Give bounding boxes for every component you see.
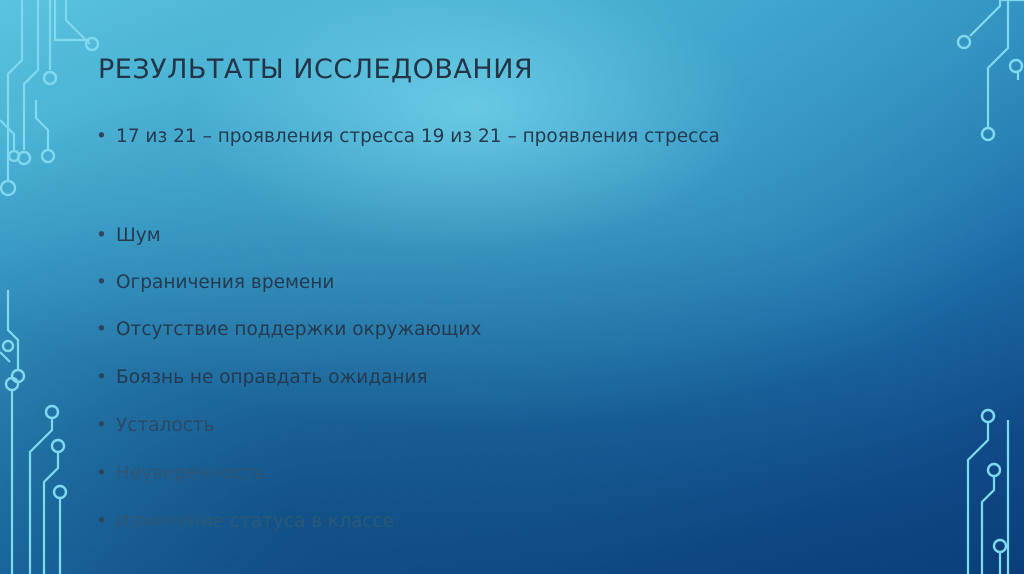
list-item: [96, 225, 161, 246]
slide-title: РЕЗУЛЬТАТЫ ИССЛЕДОВАНИЯ: [98, 54, 534, 85]
list-item: [96, 463, 265, 484]
list-item-text: Усталость: [116, 415, 215, 436]
list-item: [96, 319, 481, 340]
list-item-text: Боязнь не оправдать ожидания: [116, 367, 428, 388]
list-item-text: Шум: [116, 225, 161, 246]
bullet-dot: •: [96, 126, 107, 147]
list-item-text: Изменение статуса в классе: [116, 511, 395, 532]
list-item-text: Отсутствие поддержки окружающих: [116, 319, 482, 340]
bullet-dot: •: [96, 511, 107, 532]
list-item-text: 17 из 21 – проявления стресса 19 из 21 – проявления стресса: [116, 126, 720, 147]
bullet-dot: •: [96, 463, 107, 484]
circuit-decoration-right: [958, 0, 1024, 140]
list-item: [96, 126, 720, 147]
bullet-dot: •: [96, 319, 107, 340]
bullet-dot: •: [96, 415, 107, 436]
list-item: [96, 367, 428, 388]
list-item: [96, 415, 215, 436]
list-item: [96, 272, 334, 293]
bullet-dot: •: [96, 225, 107, 246]
bullet-dot: •: [96, 367, 107, 388]
list-item-text: Ограничения времени: [116, 272, 335, 293]
list-item-text: Неуверенность: [116, 463, 266, 484]
circuit-decoration-left: [0, 0, 98, 195]
list-item: [96, 511, 394, 532]
bullet-dot: •: [96, 272, 107, 293]
